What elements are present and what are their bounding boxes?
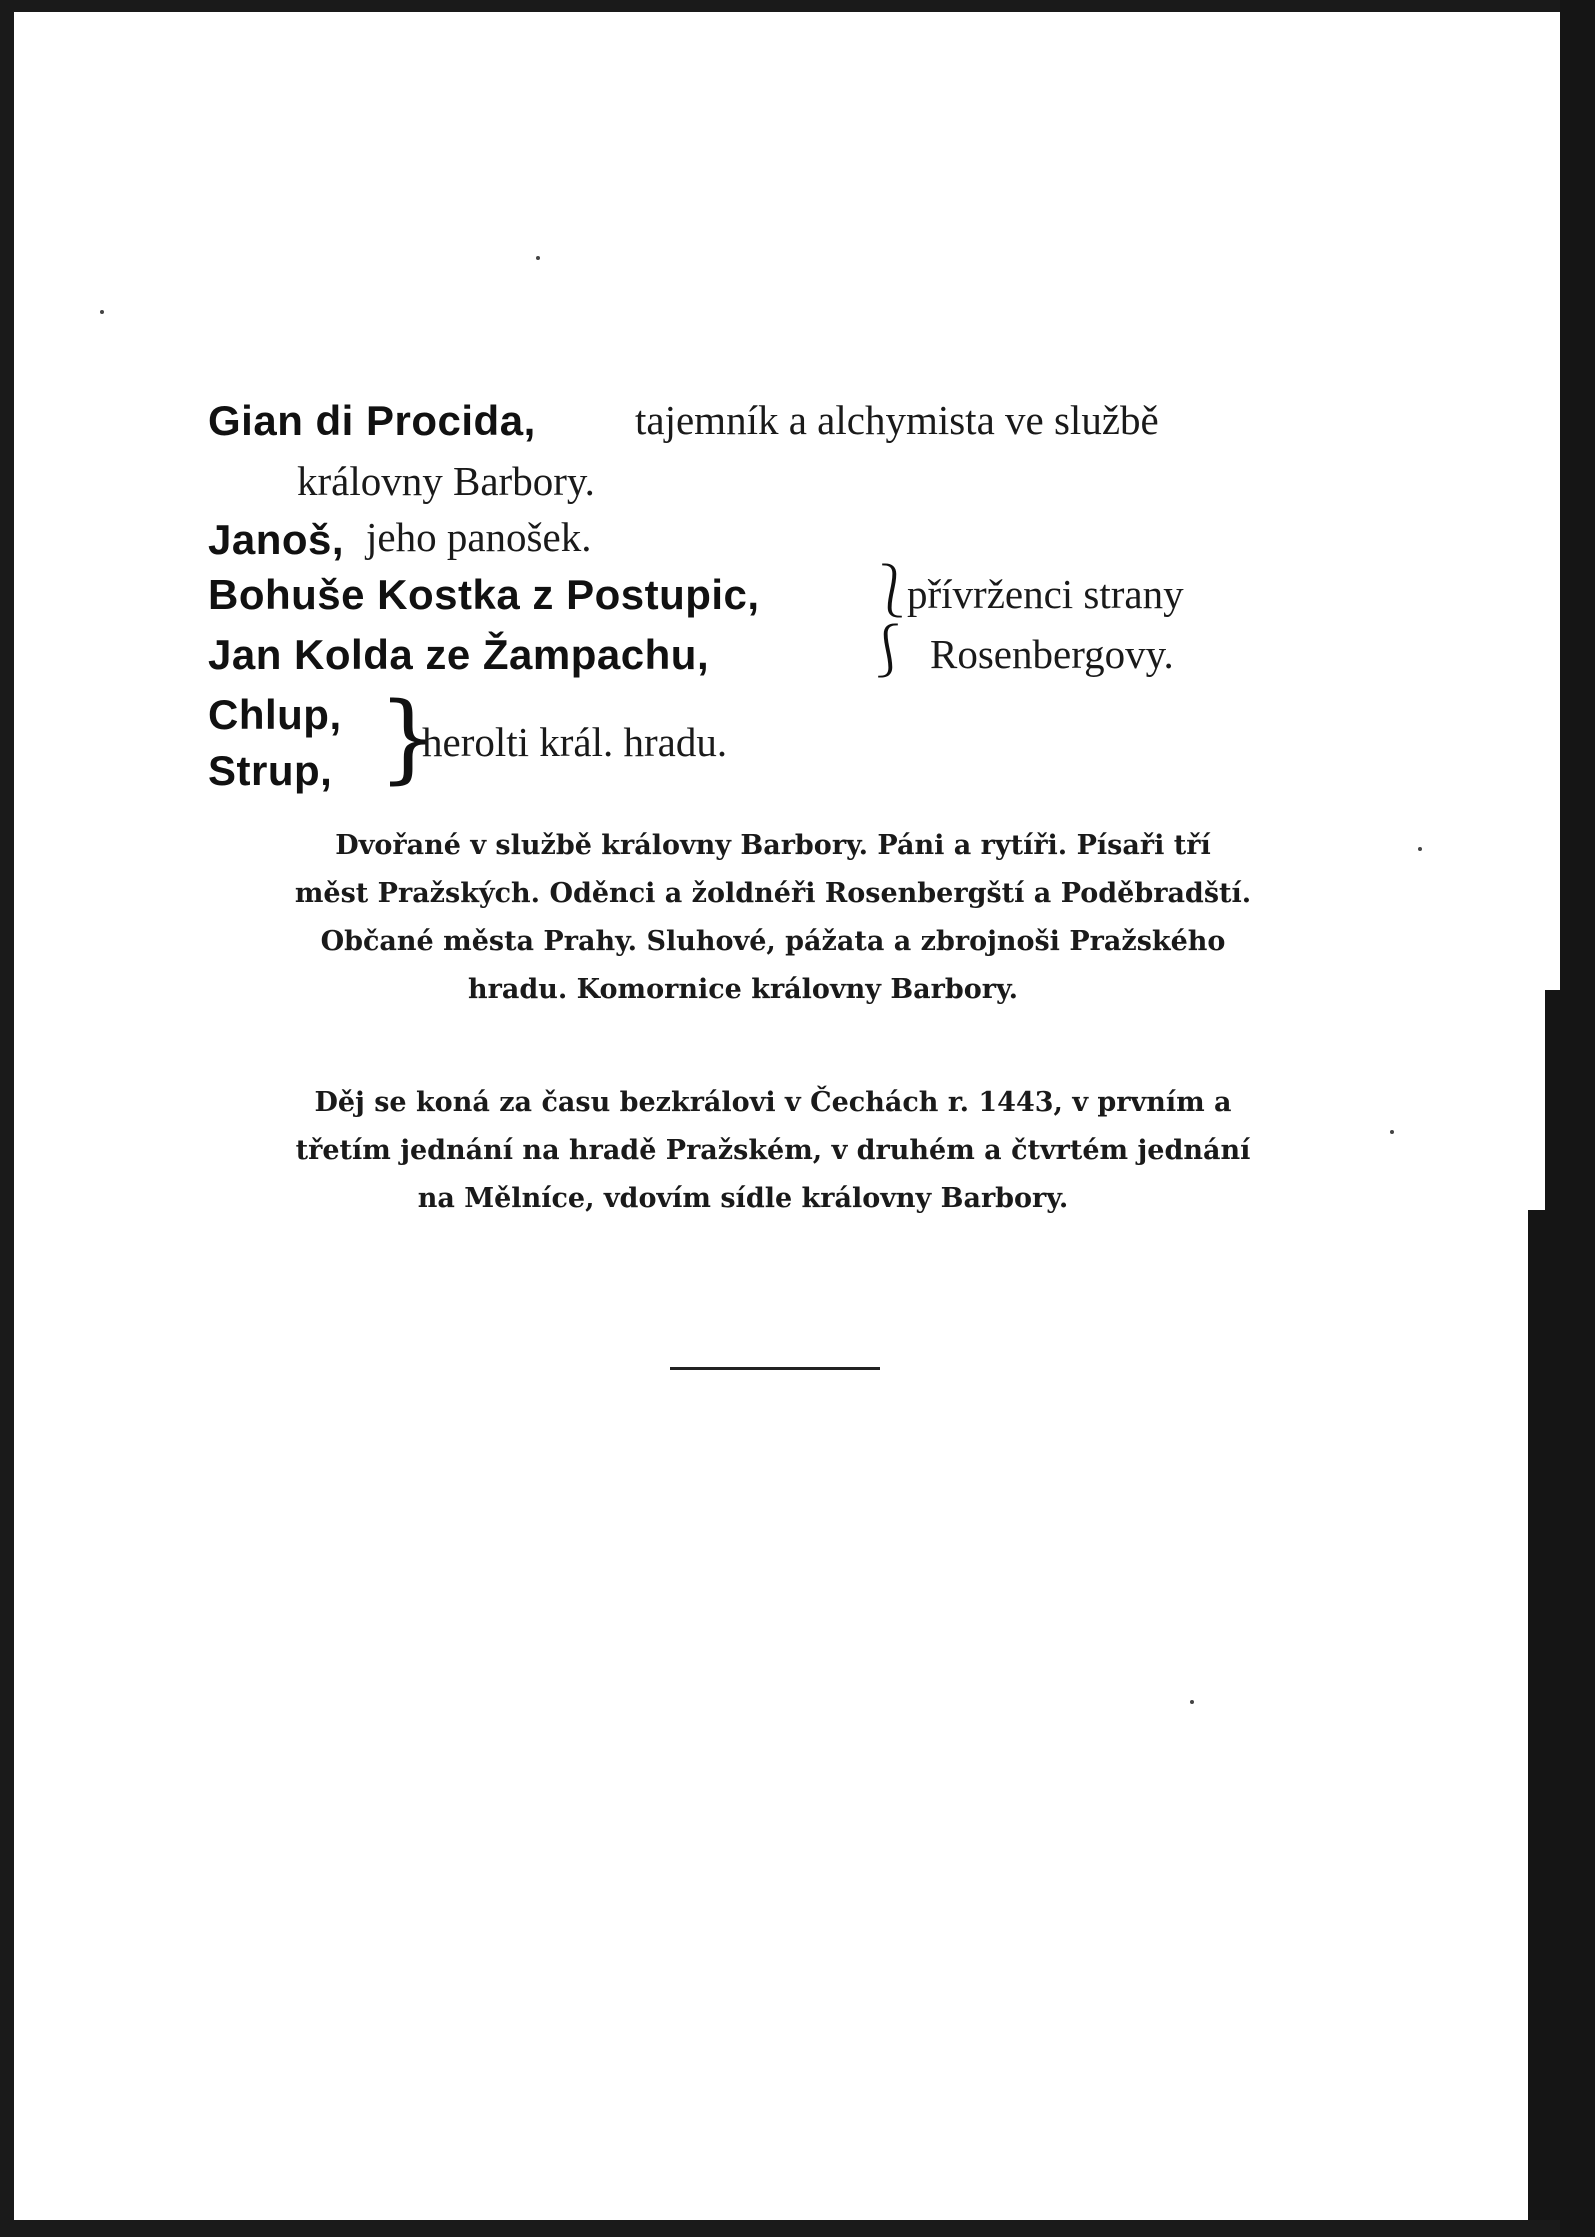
scan-border-left	[0, 0, 14, 2237]
scan-speck	[100, 310, 104, 314]
brace-group-bracket-lower: ⎰	[862, 622, 915, 682]
character-desc-gian-continued: královny Barbory.	[297, 458, 595, 504]
section-divider-rule	[670, 1367, 880, 1370]
group-desc-rosenberg: Rosenbergovy.	[930, 631, 1174, 677]
character-desc-gian: tajemník a alchymista ve službě	[635, 397, 1159, 443]
character-name-strup: Strup,	[208, 747, 333, 794]
extras-line: Dvořané v službě královny Barbory. Páni a rytíři. Písaři tří	[335, 830, 1211, 861]
scan-edge-shadow	[1545, 990, 1567, 1220]
character-name-janos: Janoš,	[208, 516, 345, 563]
scan-border-top	[0, 0, 1595, 12]
character-desc-janos: jeho panošek.	[366, 514, 592, 560]
group-desc-heralds: herolti král. hradu.	[422, 719, 728, 765]
setting-line: na Mělníce, vdovím sídle královny Barbory.	[417, 1183, 1069, 1214]
extras-paragraph	[208, 822, 1338, 1014]
brace-group-bracket: ⎱	[866, 562, 919, 622]
brace-heralds: }	[378, 682, 440, 794]
extras-line: hradu. Komornice královny Barbory.	[468, 974, 1018, 1005]
group-desc-partisans: přívrženci strany	[907, 571, 1184, 617]
extras-line: měst Pražských. Oděnci a žoldnéři Rosenbergští a Poděbradští.	[294, 878, 1252, 909]
setting-line: Děj se koná za času bezkrálovi v Čechách r. 1443, v prvním a	[314, 1087, 1232, 1118]
character-name-bohuse: Bohuše Kostka z Postupic,	[208, 571, 760, 618]
scan-speck	[1418, 847, 1422, 851]
character-name-gian: Gian di Procida,	[208, 397, 536, 444]
scan-speck	[536, 256, 540, 260]
setting-line: třetím jednání na hradě Pražském, v druhém a čtvrtém jednání	[295, 1135, 1251, 1166]
character-name-chlup: Chlup,	[208, 691, 342, 738]
scan-speck	[1190, 1700, 1194, 1704]
scan-speck	[1390, 1130, 1394, 1134]
scan-edge-shadow-lower	[1528, 1210, 1566, 2220]
scan-border-bottom	[0, 2220, 1595, 2237]
character-name-jan-kolda: Jan Kolda ze Žampachu,	[208, 631, 710, 678]
setting-paragraph	[208, 1079, 1338, 1223]
extras-line: Občané města Prahy. Sluhové, pážata a zbrojnoši Pražského	[320, 926, 1226, 957]
